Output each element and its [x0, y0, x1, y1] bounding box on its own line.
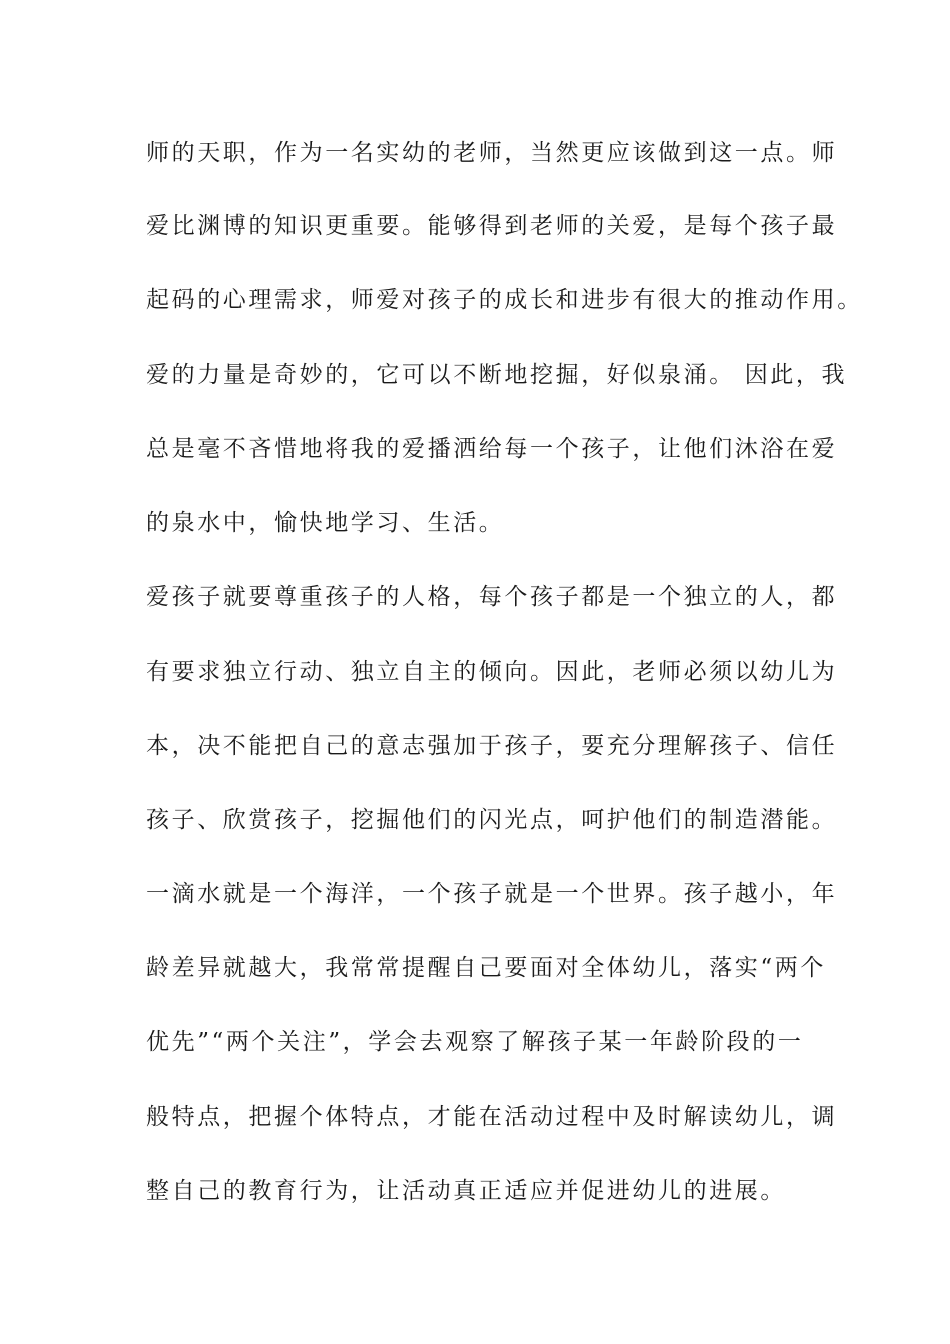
text-line: 整自己的教育行为，让活动真正适应并促进幼儿的进展。 — [146, 1178, 786, 1204]
text-line: 起码的心理需求，师爱对孩子的成长和进步有很大的推动作用。 — [146, 287, 863, 313]
text-line: 孩子、欣赏孩子，挖掘他们的闪光点，呵护他们的制造潜能。 — [146, 807, 838, 833]
text-line: 爱孩子就要尊重孩子的人格，每个孩子都是一个独立的人，都 — [146, 584, 838, 610]
text-line: 爱比渊博的知识更重要。能够得到老师的关爱，是每个孩子最 — [146, 213, 838, 239]
text-line: 本，决不能把自己的意志强加于孩子，要充分理解孩子、信任 — [146, 733, 838, 759]
text-line: 一滴水就是一个海洋，一个孩子就是一个世界。孩子越小，年 — [146, 881, 838, 907]
text-line: 师的天职，作为一名实幼的老师，当然更应该做到这一点。师 — [146, 140, 838, 166]
text-line: 总是毫不吝惜地将我的爱播洒给每一个孩子，让他们沐浴在爱 — [146, 436, 838, 462]
text-line: 的泉水中，愉快地学习、生活。 — [146, 510, 505, 536]
text-line: 优先”“两个关注”，学会去观察了解孩子某一年龄阶段的一 — [146, 1029, 804, 1055]
text-line: 爱的力量是奇妙的，它可以不断地挖掘，好似泉涌。 因此，我 — [146, 362, 848, 388]
text-line: 般特点，把握个体特点，才能在活动过程中及时解读幼儿，调 — [146, 1104, 838, 1130]
text-line: 龄差异就越大，我常常提醒自己要面对全体幼儿，落实“两个 — [146, 955, 826, 981]
text-line: 有要求独立行动、独立自主的倾向。因此，老师必须以幼儿为 — [146, 659, 838, 685]
